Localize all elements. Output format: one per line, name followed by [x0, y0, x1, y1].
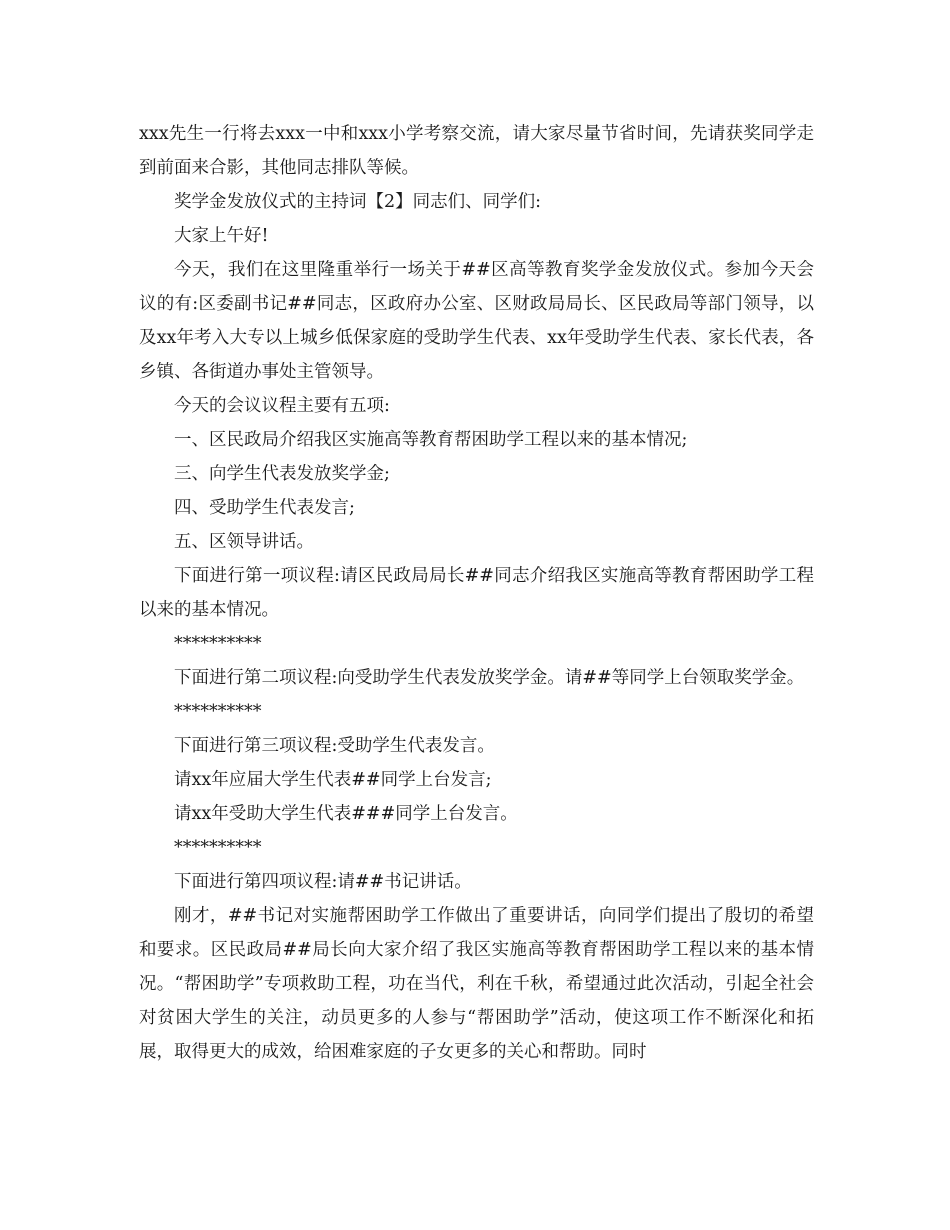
paragraph: 今天的会议议程主要有五项: — [174, 396, 390, 416]
paragraph: 下面进行第二项议程:向受助学生代表发放奖学金。请##等同学上台领取奖学金。 — [174, 668, 805, 688]
agenda-item: 五、区领导讲话。 — [174, 532, 314, 552]
separator-stars: ********** — [174, 838, 262, 858]
paragraph: 奖学金发放仪式的主持词【2】同志们、同学们: — [174, 192, 542, 212]
agenda-item: 三、向学生代表发放奖学金; — [174, 464, 390, 484]
paragraph: 下面进行第三项议程:受助学生代表发言。 — [174, 736, 495, 756]
paragraph: 下面进行第四项议程:请##书记讲话。 — [174, 872, 472, 892]
separator-stars: ********** — [174, 634, 262, 654]
paragraph: 下面进行第一项议程:请区民政局局长##同志介绍我区实施高等教育帮困助学工程以来的基本情况。 — [139, 566, 814, 620]
paragraph: 今天，我们在这里隆重举行一场关于##区高等教育奖学金发放仪式。参加今天会议的有:区委副书记##同志，区政府办公室、区财政局局长、区民政局等部门领导，以及xx年考入大专以上城乡低保家庭的受助学生代表、xx年受助学生代表、家长代表，各乡镇、各街道办事处主管领导。 — [139, 260, 814, 382]
paragraph: 刚才，##书记对实施帮困助学工作做出了重要讲话，向同学们提出了殷切的希望和要求。区民政局##局长向大家介绍了我区实施高等教育帮困助学工程以来的基本情况。“帮困助学”专项救助工程，功在当代，利在千秋，希望通过此次活动，引起全社会对贫困大学生的关注，动员更多的人参与“帮困助学”活动，使这项工作不断深化和拓展，取得更大的成效，给困难家庭的子女更多的关心和帮助。同时 — [139, 906, 814, 1062]
document-body — [139, 117, 814, 1069]
paragraph: 大家上午好! — [174, 226, 269, 246]
paragraph: xxx先生一行将去xxx一中和xxx小学考察交流，请大家尽量节省时间，先请获奖同学走到前面来合影，其他同志排队等候。 — [139, 124, 814, 178]
agenda-item: 一、区民政局介绍我区实施高等教育帮困助学工程以来的基本情况; — [174, 430, 688, 450]
separator-stars: ********** — [174, 702, 262, 722]
paragraph: 请xx年受助大学生代表###同学上台发言。 — [174, 804, 518, 824]
agenda-item: 四、受助学生代表发言; — [174, 498, 355, 518]
paragraph: 请xx年应届大学生代表##同学上台发言; — [174, 770, 492, 790]
